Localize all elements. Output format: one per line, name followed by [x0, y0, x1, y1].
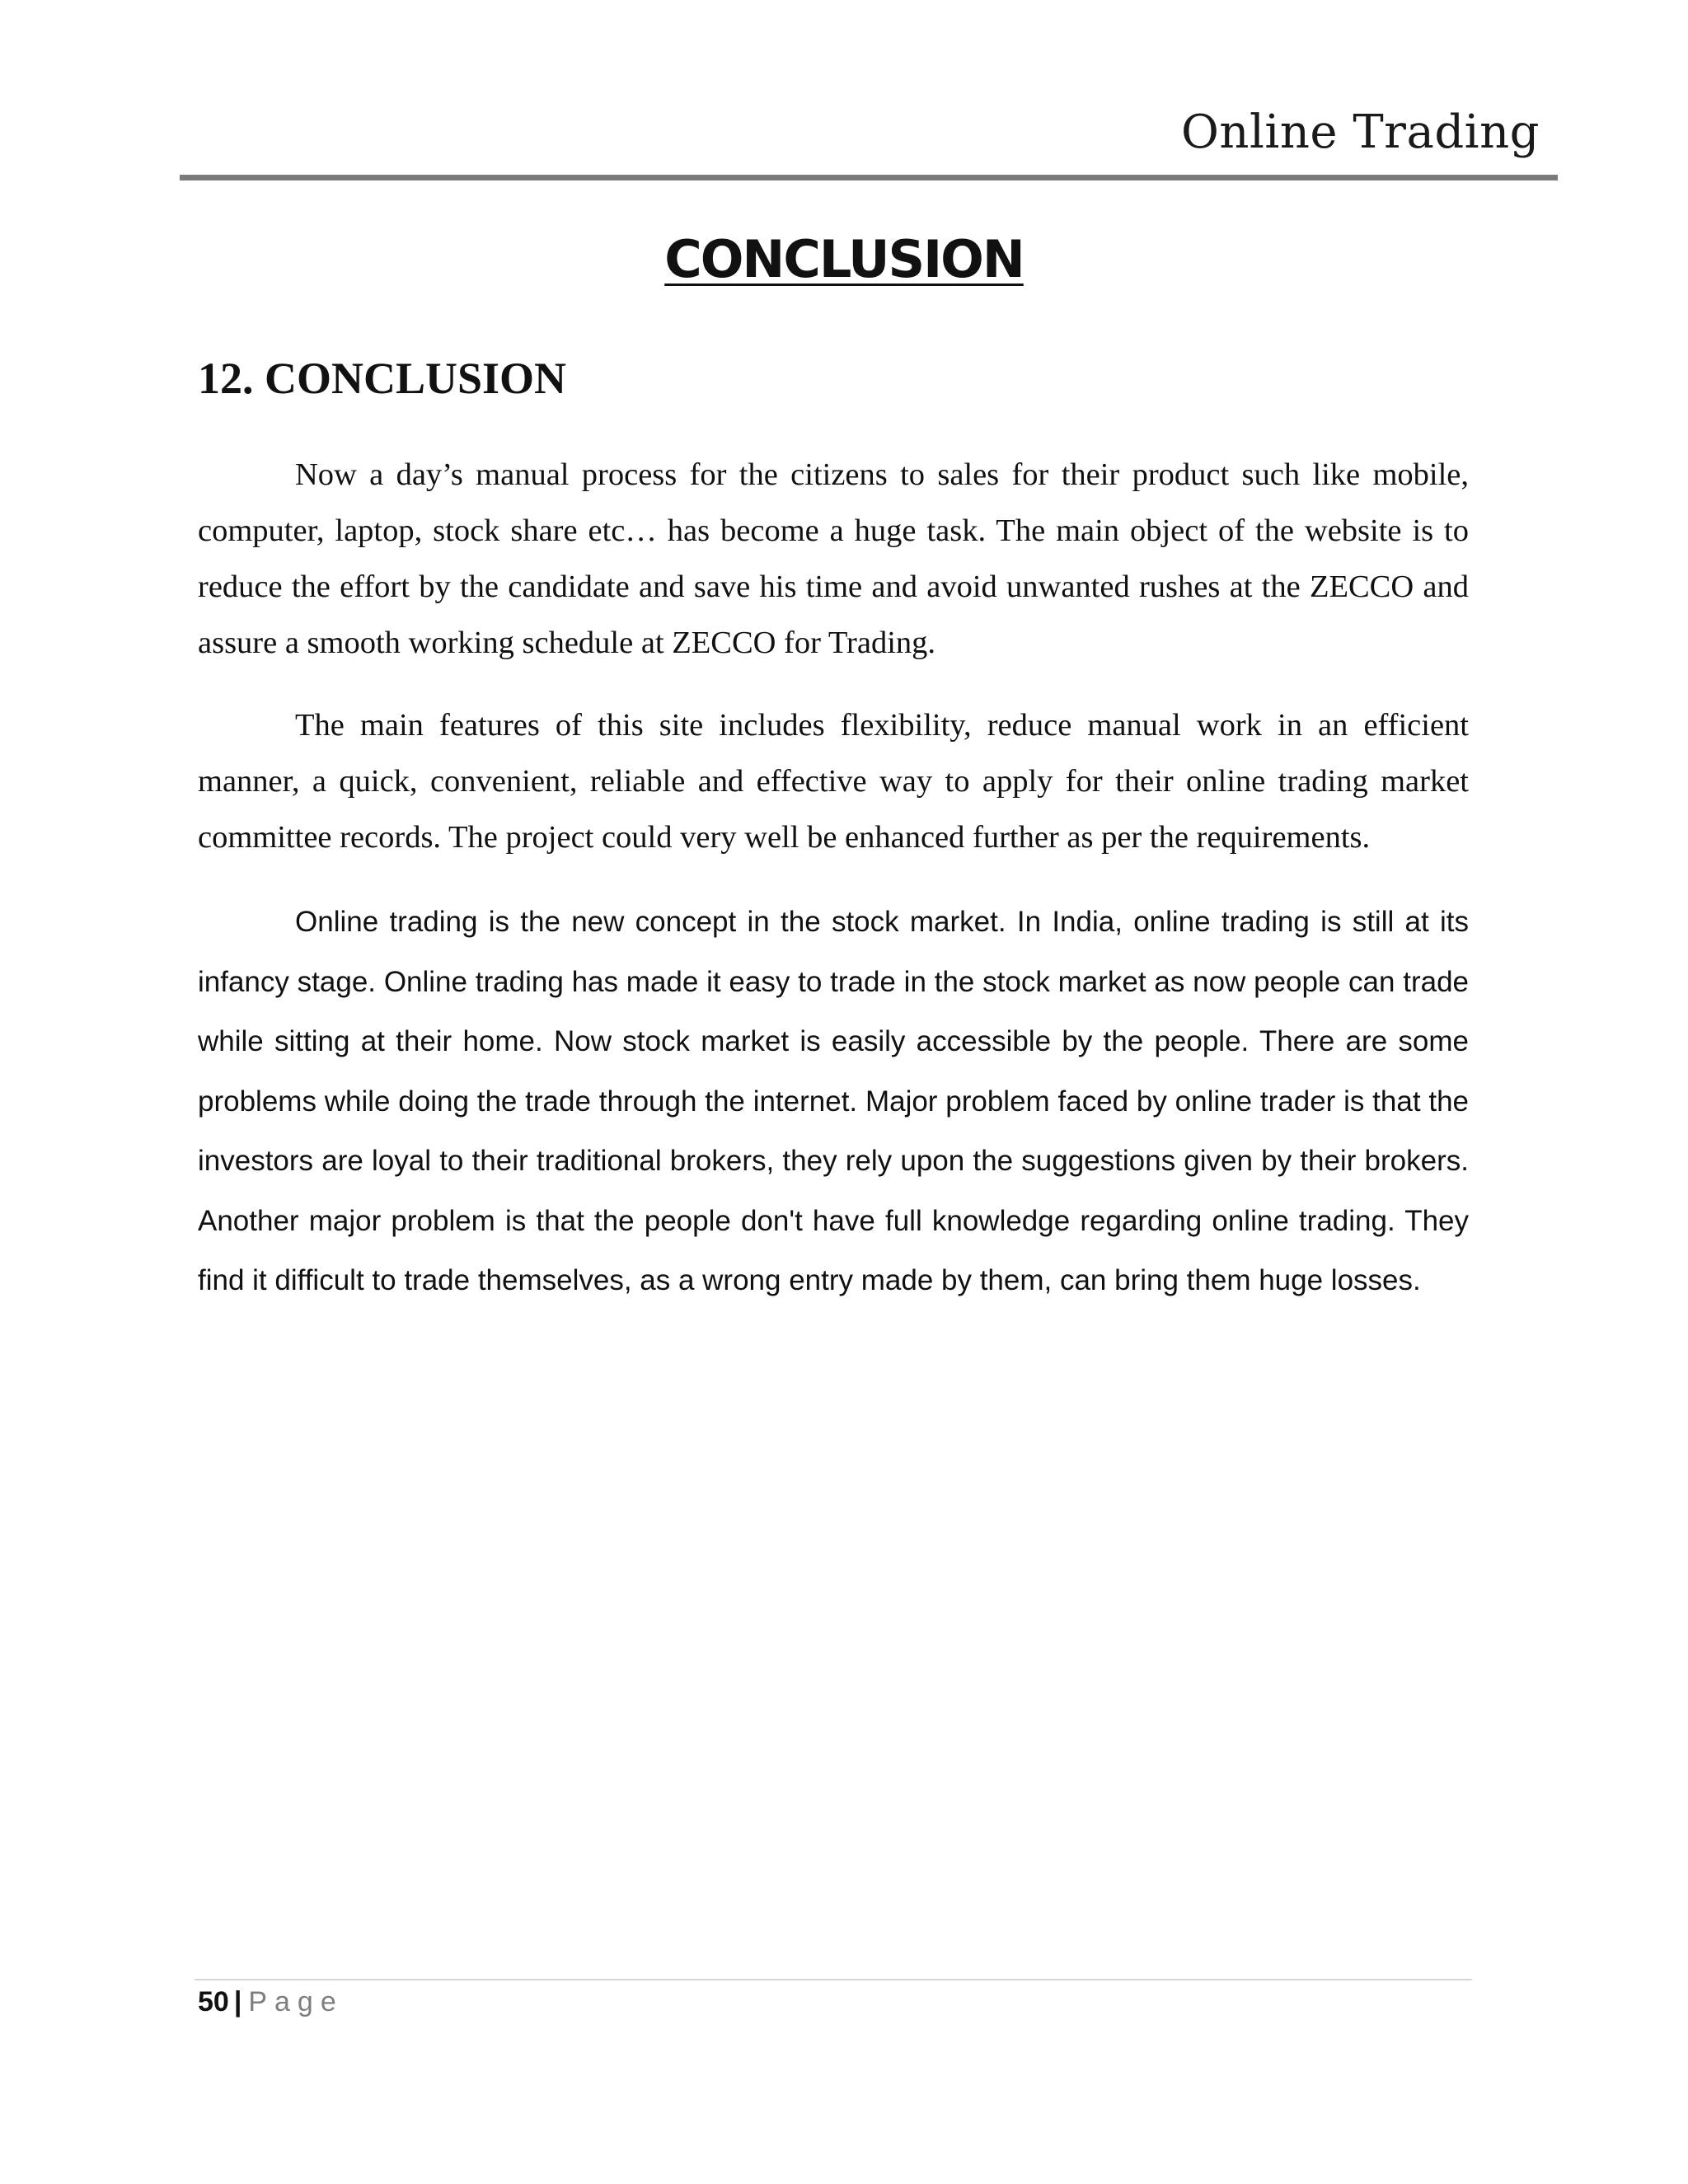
paragraph-1: Now a day’s manual process for the citizens to sales for their product such like mobile, computer, laptop, stock share etc… has become a huge task. The main object of the website is to reduce the effort by the candidate and save his time and avoid unwanted rushes at the ZECCO and assure a smooth working schedule at ZECCO for Trading. — [198, 457, 1469, 660]
page-number: 50 — [198, 1986, 229, 2018]
running-header-title: Online Trading — [1181, 105, 1540, 159]
footer-rule — [195, 1979, 1472, 1980]
section-heading: 12. CONCLUSION — [198, 354, 567, 403]
header-rule — [180, 175, 1558, 180]
page-footer — [198, 1984, 344, 2020]
paragraph-3: Online trading is the new concept in the stock market. In India, online trading is still at its infancy stage. Online trading has made it easy to trade in the stock market as now people can trade while sitting at their home. Now stock market is easily accessible by the people. There are some problems while doing the trade through the internet. Major problem faced by online trader is that the investors are loyal to their traditional brokers, they rely upon the suggestions given by their brokers. Another major problem is that the people don't have full knowledge regarding online trading. They find it difficult to trade themselves, as a wrong entry made by them, can bring them huge losses. — [198, 906, 1469, 1296]
page-separator: | — [233, 1986, 242, 2018]
chapter-title-text: CONCLUSION — [664, 229, 1024, 289]
chapter-title — [0, 229, 1688, 289]
paragraph-2: The main features of this site includes flexibility, reduce manual work in an efficient manner, a quick, convenient, reliable and effective way to apply for their online trading market committee records. The project could very well be enhanced further as per the requirements. — [198, 708, 1469, 855]
page-label: Page — [248, 1986, 344, 2018]
